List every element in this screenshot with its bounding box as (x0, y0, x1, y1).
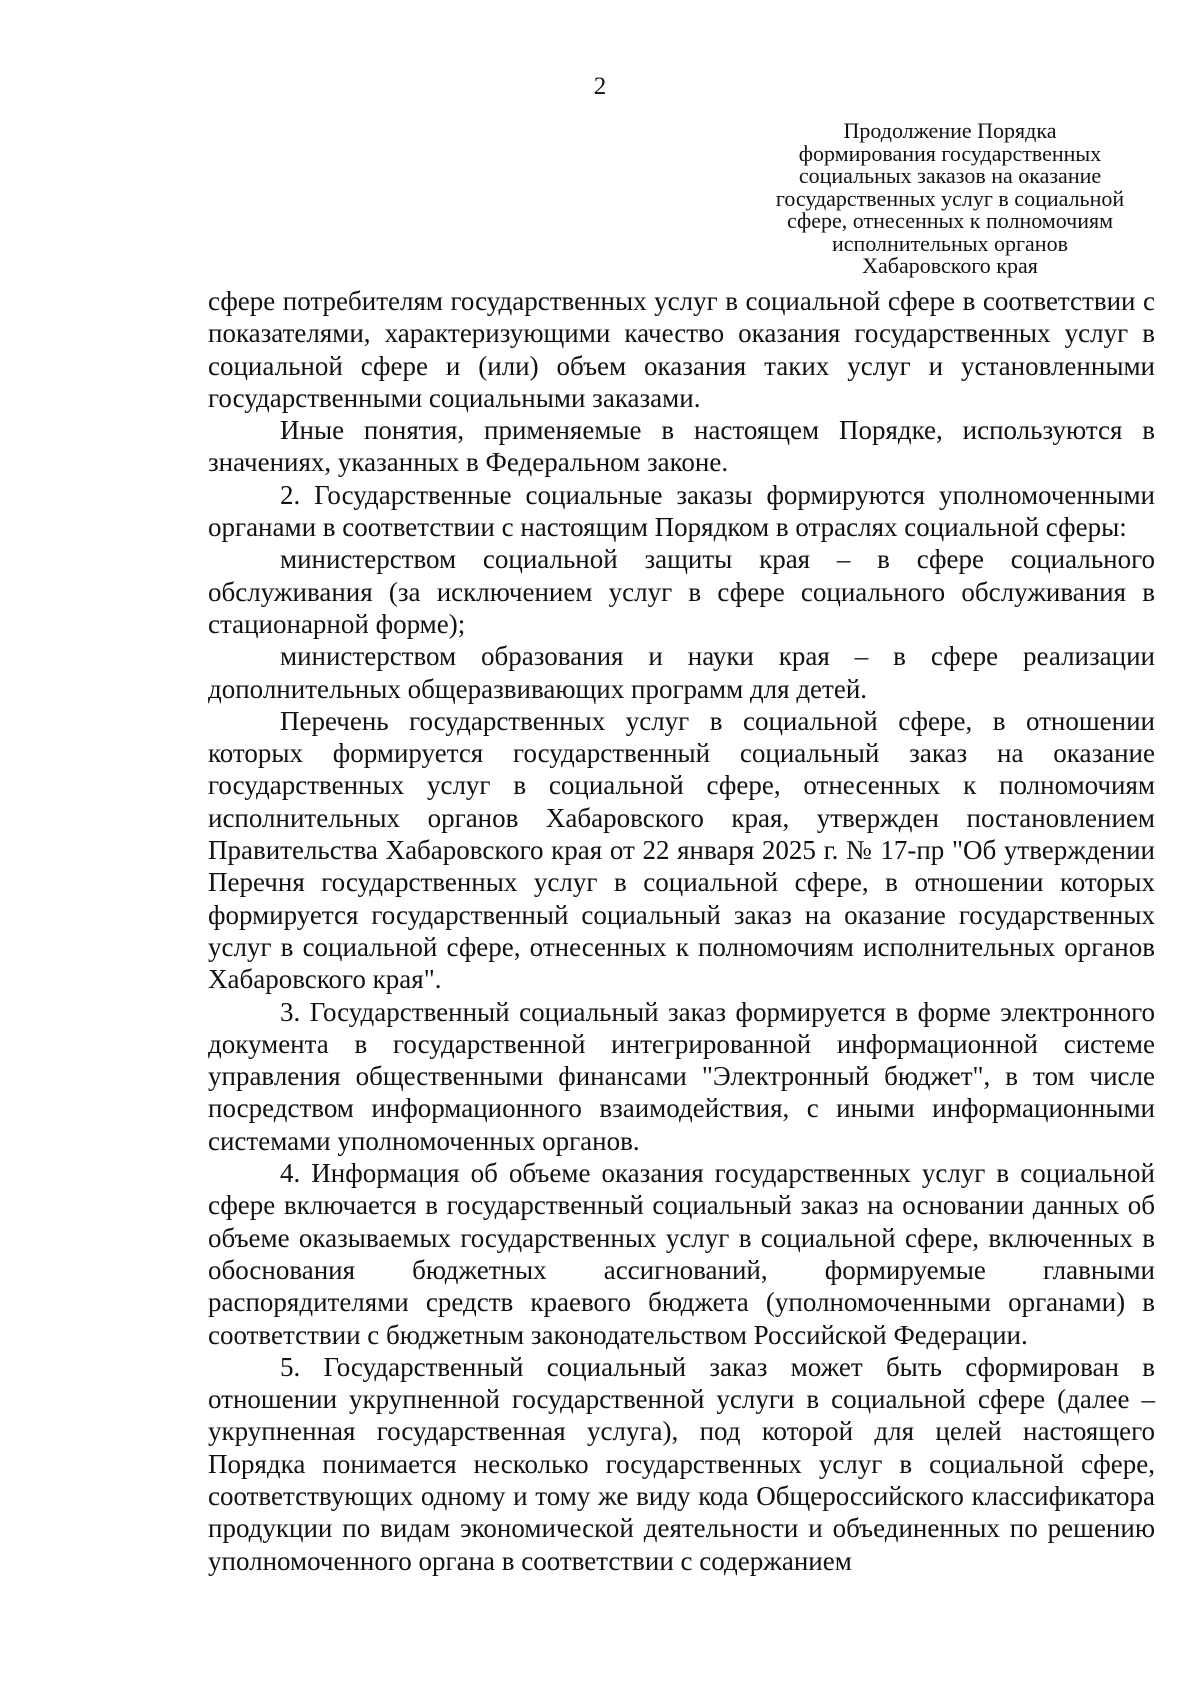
header-line: Хабаровского края (862, 253, 1038, 278)
paragraph: 3. Государственный социальный заказ формируется в форме электронного документа в государственной интегрированной информационной системе управления общественными финансами "Электронный бюджет", в том числе посредством информационного взаимодействия, с иными информационными системами уполномоченных органов. (208, 996, 1155, 1156)
paragraph: Перечень государственных услуг в социальной сфере, в отношении которых формируется государственный социальный заказ на оказание государственных услуг в социальной сфере, отнесенных к полномочиям исполнительных органов Хабаровского края, утвержден постановлением Правительства Хабаровского края от 22 января 2025 г. № 17-пр "Об утверждении Перечня государственных услуг в социальной сфере, в отношении которых формируется государственный социальный заказ на оказание государственных услуг в социальной сфере, отнесенных к полномочиям исполнительных органов Хабаровского края". (208, 705, 1155, 995)
header-line: Продолжение Порядка (843, 118, 1057, 143)
page-number: 2 (593, 73, 607, 100)
paragraph: Иные понятия, применяемые в настоящем Порядке, используются в значениях, указанных в Федеральном законе. (208, 415, 1155, 478)
paragraph: министерством социальной защиты края – в сфере социального обслуживания (за исключением услуг в сфере социального обслуживания в стационарной форме); (208, 544, 1155, 639)
header-line: формирования государственных (798, 140, 1102, 166)
paragraph: министерством образования и науки края – в сфере реализации дополнительных общеразвивающих программ для детей. (208, 641, 1155, 704)
paragraph: 5. Государственный социальный заказ может быть сформирован в отношении укрупненной государственной услуги в социальной сфере (далее – укрупненная государственная услуга), под которой для целей настоящего Порядка понимается несколько государственных услуг в социальной сфере, соответствующих одному и тому же виду кода Общероссийского классификатора продукции по видам экономической деятельности и объединенных по решению уполномоченного органа в соответствии с содержанием (208, 1351, 1155, 1576)
paragraph: сфере потребителям государственных услуг в социальной сфере в соответствии с показателями, характеризующими качество оказания государственных услуг в социальной сфере и (или) объем оказания таких услуг и установленными государственными социальными заказами. (208, 286, 1155, 413)
header-line: исполнительных органов (832, 230, 1068, 256)
document-header (740, 120, 1160, 278)
header-line: государственных услуг в социальной (775, 185, 1125, 211)
header-line: социальных заказов на оказание (798, 163, 1102, 188)
document-body (208, 285, 1155, 1577)
paragraph: 4. Информация об объеме оказания государственных услуг в социальной сфере включается в государственный социальный заказ на основании данных об объеме оказываемых государственных услуг в социальной сфере, включенных в обоснования бюджетных ассигнований, формируемые главными распорядителями средств краевого бюджета (уполномоченными органами) в соответствии с бюджетным законодательством Российской Федерации. (208, 1158, 1155, 1350)
paragraph: 2. Государственные социальные заказы формируются уполномоченными органами в соответствии с настоящим Порядком в отраслях социальной сферы: (208, 479, 1155, 543)
header-line: сфере, отнесенных к полномочиям (786, 208, 1114, 233)
